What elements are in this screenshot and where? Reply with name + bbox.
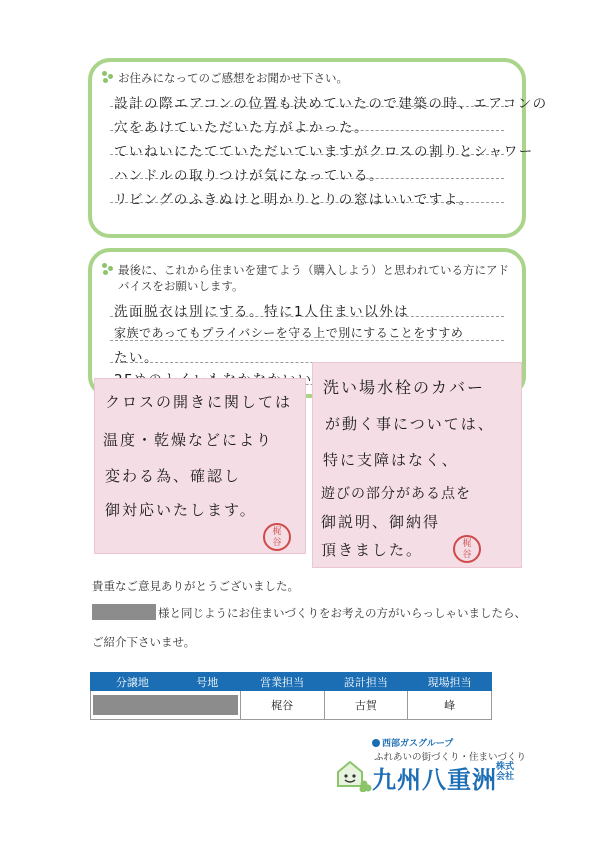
note-line: 温度・乾燥などにより (103, 431, 274, 449)
answer-line: 家族であってもプライバシーを守る上で別にすることをすすめ (114, 326, 464, 340)
reply-note-right (312, 362, 522, 568)
group-name: 西部ガスグループ (372, 736, 453, 749)
answer-line: 穴をあけていただいた方がよかった。 (114, 120, 369, 136)
company-suffix: 株式会社 (496, 762, 515, 782)
sales-value: 梶谷 (240, 691, 324, 720)
reply-note-left (94, 378, 306, 554)
dots-icon (102, 71, 114, 83)
answer-line: ハンドルの取りつけが気になっている。 (114, 168, 384, 184)
header-number: 号地 (174, 673, 240, 691)
name-seal: 梶 谷 (263, 523, 291, 551)
redacted-lot-cell (91, 691, 241, 720)
answer-line: たい。 (114, 350, 159, 366)
dots-icon (102, 263, 114, 275)
site-value: 峰 (408, 691, 492, 720)
header-sales: 営業担当 (240, 673, 324, 691)
name-seal: 梶 谷 (453, 535, 481, 563)
answer-line: リビングのふきぬけと明かりとりの窓はいいですよ。 (114, 192, 474, 208)
note-line: 遊びの部分がある点を (321, 486, 471, 502)
note-line: 御対応いたします。 (105, 501, 257, 519)
answer-line: 設計の際エアコンの位置も決めていたので建築の時、エアコンの (114, 96, 548, 112)
thanks-line-1: 貴重なご意見ありがとうございました。 (92, 579, 299, 593)
company-name: 九州八重洲 (372, 766, 497, 794)
group-logo-icon (372, 739, 380, 747)
header-site: 現場担当 (408, 673, 492, 691)
thanks-line-2: 様と同じようにお住まいづくりをお考えの方がいらっしゃいましたら、 (158, 606, 526, 620)
answer-line: ていねいにたてていただいていますがクロスの割りとシャワー (114, 144, 534, 160)
note-line: が動く事については、 (325, 415, 495, 433)
tagline: ふれあいの街づくり・住まいづくり (374, 752, 527, 763)
header-design: 設計担当 (324, 673, 408, 691)
redacted-block (93, 695, 238, 715)
note-line: 頂きました。 (321, 541, 424, 559)
note-line: クロスの開きに関しては (105, 393, 293, 411)
thanks-line-3: ご紹介下さいませ。 (92, 635, 196, 649)
design-value: 古賀 (324, 691, 408, 720)
impressions-question: お住みになってのご感想をお聞かせ下さい。 (102, 70, 348, 86)
company-logo (334, 736, 534, 796)
advice-question: 最後に、これから住まいを建てよう（購入しよう）と思われている方にアド バイスをお願いします。 (102, 262, 509, 294)
impressions-card (88, 58, 548, 238)
note-line: 洗い場水栓のカバー (323, 378, 486, 397)
redacted-name (92, 604, 156, 620)
note-line: 特に支障はなく、 (323, 451, 459, 469)
answer-line: 洗面脱衣は別にする。特に1人住まい以外は (114, 304, 410, 320)
header-lot: 分譲地 (91, 673, 175, 691)
note-line: 御説明、御納得 (321, 513, 441, 531)
staff-table (90, 672, 492, 720)
house-clover-icon (334, 756, 372, 792)
note-line: 変わる為、確認し (105, 467, 242, 485)
